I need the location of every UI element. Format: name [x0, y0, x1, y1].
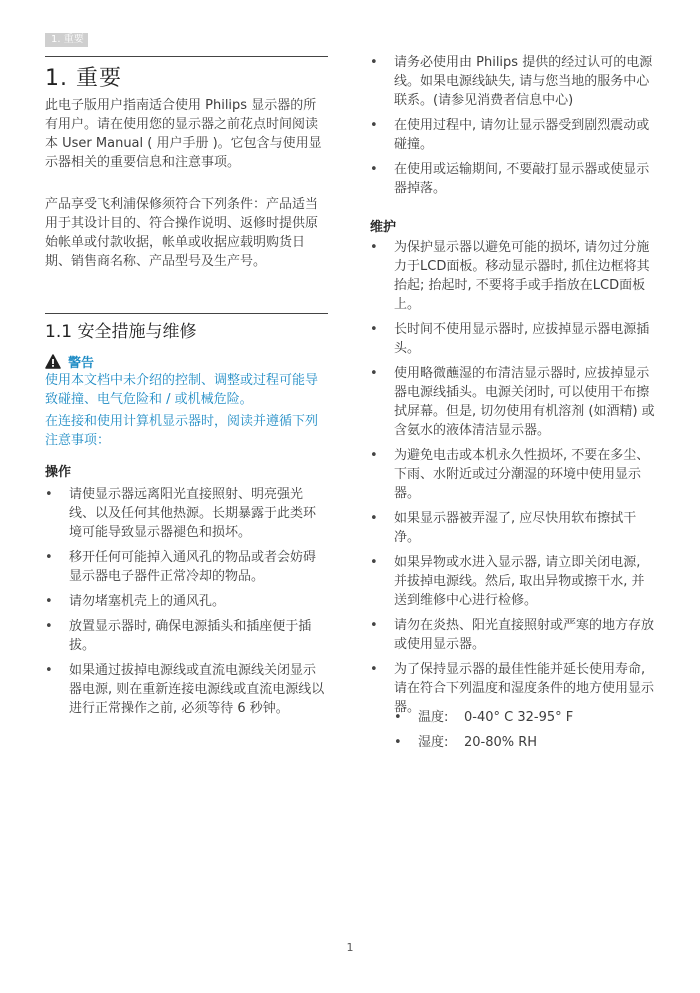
condition-label: 温度:: [418, 710, 449, 725]
maintenance-item: • 请勿在炎热、阳光直接照射或严寒的地方存放或使用显示器。: [370, 616, 655, 654]
operation-heading: 操作: [45, 465, 72, 480]
warning-title: 警告: [68, 356, 95, 371]
operation-list: [45, 485, 328, 718]
maintenance-item: • 为避免电击或本机永久性损坏, 不要在多尘、下雨、水附近或过分潮湿的环境中使用显示器。: [370, 446, 655, 503]
power-item: • 请务必使用由 Philips 提供的经过认可的电源线。如果电源线缺失, 请与您当地的服务中心联系。(请参见消费者信息中心): [370, 53, 655, 110]
maintenance-item: • 如果异物或水进入显示器, 请立即关闭电源, 并拔掉电源线。然后, 取出异物或擦干水, 并送到维修中心进行检修。: [370, 553, 655, 610]
intro-paragraph-1: 此电子版用户指南适合使用 Philips 显示器的所有用户。请在使用您的显示器之前花点时间阅读本 User Manual ( 用户手册 )。它包含与使用显示器相关的重要信息和注意事项。: [45, 98, 322, 170]
condition-item: [394, 733, 655, 752]
operation-item: • 请勿堵塞机壳上的通风孔。: [45, 592, 328, 611]
warning-text: 使用本文档中未介绍的控制、调整或过程可能导致碰撞、电气危险和 / 或机械危险。: [45, 373, 319, 407]
operation-item: • 放置显示器时, 确保电源插头和插座便于插拔。: [45, 617, 328, 655]
maintenance-item: • 使用略微蘸湿的布清洁显示器时, 应拔掉显示器电源线插头。电源关闭时, 可以使用干布擦拭屏幕。但是, 切勿使用有机溶剂 (如酒精) 或含氨水的液体清洁显示器。: [370, 364, 655, 440]
power-list: [370, 53, 655, 198]
power-item: • 在使用过程中, 请勿让显示器受到剧烈震动或碰撞。: [370, 116, 655, 154]
section-title: 1.1 安全措施与维修: [45, 313, 328, 342]
page-title: 1. 重要: [45, 56, 328, 92]
chapter-tab: 1. 重要: [45, 33, 88, 47]
conditions-list: [394, 708, 655, 752]
intro-paragraph-2: 产品享受飞利浦保修须符合下列条件：产品适当用于其设计目的、符合操作说明、返修时提供原始帐单或付款收据，帐单或收据应载明购货日期、销售商名称、产品型号及生产号。: [45, 197, 319, 269]
warning-heading: [45, 352, 94, 371]
power-item: • 在使用或运输期间, 不要敲打显示器或使显示器掉落。: [370, 160, 655, 198]
maintenance-item: • 为了保持显示器的最佳性能并延长使用寿命, 请在符合下列温度和湿度条件的地方使用显示器。: [370, 660, 655, 717]
maintenance-item: • 如果显示器被弄湿了, 应尽快用软布擦拭干净。: [370, 509, 655, 547]
maintenance-heading: 维护: [370, 220, 397, 235]
maintenance-item: • 长时间不使用显示器时, 应拔掉显示器电源插头。: [370, 320, 655, 358]
warning-icon: [45, 354, 61, 369]
condition-label: 湿度:: [418, 735, 449, 750]
condition-value: 20-80% RH: [464, 735, 538, 750]
maintenance-list: [370, 238, 655, 717]
maintenance-item: • 为保护显示器以避免可能的损坏, 请勿过分施力于LCD面板。移动显示器时, 抓住边框将其抬起; 抬起时, 不要将手或手指放在LCD面板上。: [370, 238, 655, 314]
condition-value: 0-40° C 32-95° F: [464, 710, 574, 725]
operation-item: • 移开任何可能掉入通风孔的物品或者会妨碍显示器电子器件正常冷却的物品。: [45, 548, 328, 586]
page-number: 1: [346, 941, 354, 954]
operation-item: • 请使显示器远离阳光直接照射、明亮强光线、以及任何其他热源。长期暴露于此类环境可能导致显示器褪色和损坏。: [45, 485, 328, 542]
warning-note: 在连接和使用计算机显示器时，阅读并遵循下列注意事项：: [45, 414, 319, 448]
condition-item: [394, 708, 655, 727]
operation-item: • 如果通过拔掉电源线或直流电源线关闭显示器电源, 则在重新连接电源线或直流电源线以进行正常操作之前, 必须等待 6 秒钟。: [45, 661, 328, 718]
